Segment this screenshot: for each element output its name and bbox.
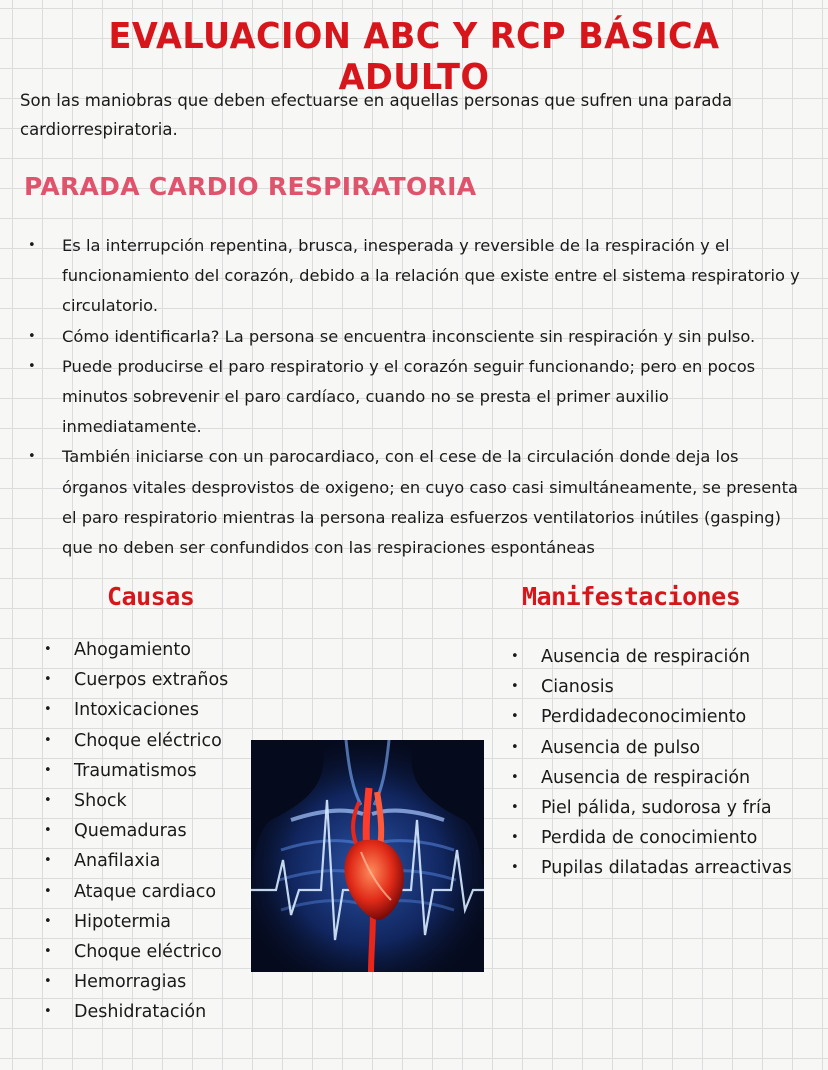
- list-item: • Cianosis: [507, 672, 792, 702]
- manifestaciones-heading: Manifestaciones: [522, 582, 741, 611]
- intro-text: Son las maniobras que deben efectuarse en aquellas personas que sufren una parada cardiorrespiratoria.: [20, 91, 733, 139]
- list-item: • Pupilas dilatadas arreactivas: [507, 853, 792, 883]
- definition-item: • Puede producirse el paro respiratorio y el corazón seguir funcionando; pero en pocos minutos sobrevenir el paro cardíaco, cuando no se presta el primer auxilio inmediatamente.: [24, 352, 804, 443]
- list-item: • Ausencia de respiración: [507, 763, 792, 793]
- section-heading: PARADA CARDIO RESPIRATORIA: [24, 172, 477, 201]
- list-item: • Choque eléctrico: [40, 726, 228, 756]
- definition-list: [24, 231, 804, 563]
- list-item: • Deshidratación: [40, 997, 228, 1027]
- list-item: • Ausencia de pulso: [507, 733, 792, 763]
- list-item: • Piel pálida, sudorosa y fría: [507, 793, 792, 823]
- list-item: • Hemorragias: [40, 967, 228, 997]
- list-item: • Perdidadeconocimiento: [507, 702, 792, 732]
- causas-list: [40, 635, 228, 1028]
- definition-item: • También iniciarse con un parocardiaco, con el cese de la circulación donde deja los órganos vitales desprovistos de oxigeno; en cuyo caso casi simultáneamente, se presenta el paro respiratorio mientras la persona realiza esfuerzos ventilatorios inútiles (gasping) que no deben ser confundidos con las respiraciones espontáneas: [24, 442, 804, 563]
- list-item: • Shock: [40, 786, 228, 816]
- page-title: EVALUACION ABC Y RCP BÁSICA ADULTO: [108, 16, 720, 98]
- list-item: • Ausencia de respiración: [507, 642, 792, 672]
- manifestaciones-list: [507, 642, 792, 884]
- list-item: • Cuerpos extraños: [40, 665, 228, 695]
- causas-heading: Causas: [107, 582, 195, 611]
- list-item: • Traumatismos: [40, 756, 228, 786]
- list-item: • Anafilaxia: [40, 846, 228, 876]
- heart-xray-image: [251, 740, 484, 972]
- list-item: • Choque eléctrico: [40, 937, 228, 967]
- list-item: • Intoxicaciones: [40, 695, 228, 725]
- definition-item: • Es la interrupción repentina, brusca, inesperada y reversible de la respiración y el funcionamiento del corazón, debido a la relación que existe entre el sistema respiratorio y circulatorio.: [24, 231, 804, 322]
- heart-xray-illustration: [251, 740, 484, 972]
- list-item: • Quemaduras: [40, 816, 228, 846]
- list-item: • Perdida de conocimiento: [507, 823, 792, 853]
- definition-item: • Cómo identificarla? La persona se encuentra inconsciente sin respiración y sin pulso.: [24, 322, 804, 352]
- list-item: • Ahogamiento: [40, 635, 228, 665]
- list-item: • Hipotermia: [40, 907, 228, 937]
- list-item: • Ataque cardiaco: [40, 877, 228, 907]
